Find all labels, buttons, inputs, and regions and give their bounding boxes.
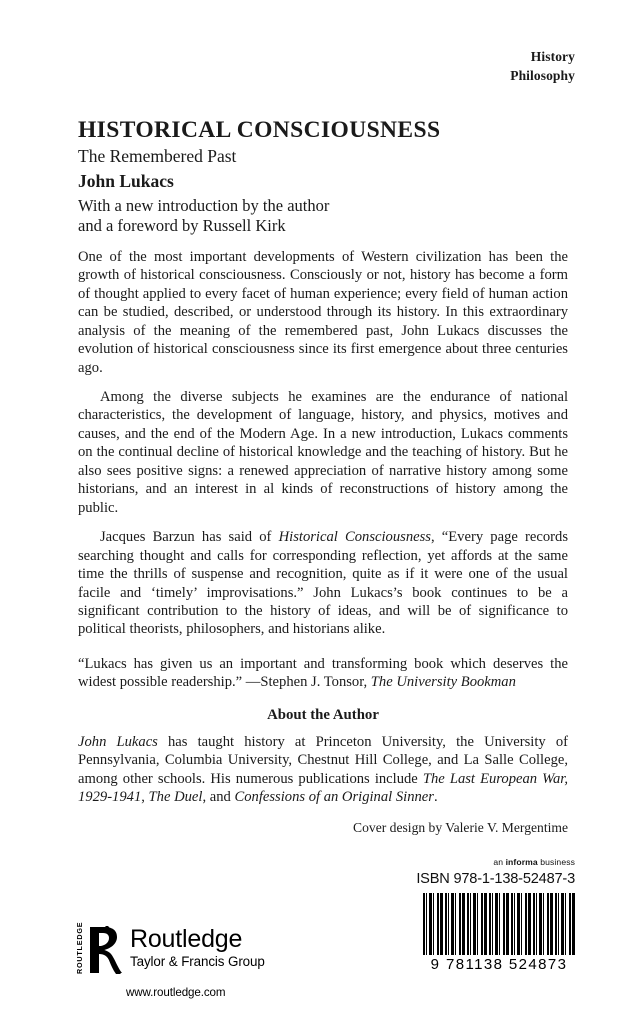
barzun-quote-body: , “Every page records searching thought and calls for corresponding reflection, yet affords at the same time the thrills of suspense and recognition, quite as if it were one of the usual facile and ‘timely’ improvisations.” John Lukacs’s book continues to be a significant contribution to the history of ideas, and will be of significance to political theorists, philosophers, and historians alike.	[78, 529, 569, 638]
barcode-bars	[423, 893, 575, 955]
routledge-bridge-icon	[86, 925, 124, 975]
cover-text-column	[78, 118, 568, 807]
publisher-tagline: Taylor & Francis Group	[130, 953, 265, 969]
barzun-quote-intro: Jacques Barzun has said of	[100, 529, 279, 546]
publisher-name: Routledge	[130, 925, 243, 953]
blurb-paragraph-3	[78, 528, 568, 639]
author-bio-name: John Lukacs	[78, 733, 158, 750]
about-the-author-heading: About the Author	[267, 706, 379, 723]
routledge-vertical-text: ROUTLEDGE	[75, 921, 84, 974]
blurb-paragraph-1: One of the most important developments of Western civilization has been the growth of historical consciousness. Consciously or not, history has become a form of thought applied to every facet of human experience; every field of human action can be studied, described, or understood through its history. In this extraordinary analysis of the meaning of the remembered past, John Lukacs discusses the evolution of historical consciousness since its first emergence about three centuries ago.	[78, 248, 568, 376]
author-bio-text-2: ,	[141, 789, 149, 806]
publisher-logo-row	[74, 921, 304, 975]
subject-line-philosophy: Philosophy	[510, 67, 575, 83]
review-quote-text: “Lukacs has given us an important and transforming book which deserves the widest possible readership.” —Stephen J. Tonsor,	[78, 655, 568, 691]
author-work-3: Confessions of an Original Sinner	[234, 789, 434, 806]
cover-design-credit: Cover design by Valerie V. Mergentime	[353, 820, 568, 835]
informa-prefix: an	[493, 857, 506, 867]
barcode-digits: 9 781138 524873	[430, 956, 568, 973]
introduction-credit: With a new introduction by the author	[78, 195, 330, 215]
informa-suffix: business	[537, 857, 575, 867]
author-work-1: The Last European War, 1929-1941	[78, 770, 568, 806]
isbn-number: ISBN 978-1-138-52487-3	[416, 871, 575, 887]
isbn-barcode	[423, 893, 575, 973]
review-quote	[78, 655, 568, 692]
referenced-book-title: Historical Consciousness	[278, 529, 431, 546]
informa-brand: informa	[505, 857, 538, 867]
author-bio-text-3: , and	[202, 789, 235, 806]
publisher-logo-words	[130, 925, 265, 970]
author-bio	[78, 733, 568, 807]
author-bio-text-4: .	[433, 789, 438, 806]
author-work-2: The Duel	[148, 789, 203, 806]
book-author: John Lukacs	[78, 170, 174, 191]
subject-line-history: History	[530, 49, 575, 64]
review-source: The University Bookman	[370, 674, 516, 691]
book-title: HISTORICAL CONSCIOUSNESS	[78, 117, 441, 143]
blurb-paragraph-2: Among the diverse subjects he examines are the endurance of national characteristics, the development of language, history, and physics, motives and causes, and the end of the Modern Age. In a new introduction, Lukacs comments on the continual decline of historical knowledge and the teaching of history. But he also sees positive signs: a renewed appreciation of narrative history among some historians, and an interest in al kinds of reconstructions of history among the public.	[78, 388, 568, 516]
subject-category-block	[510, 48, 575, 85]
author-bio-text-1: has taught history at Princeton University, the University of Pennsylvania, Columbia University, Chestnut Hill College, and La Salle College, among other schools. His numerous publications include	[78, 733, 568, 787]
informa-tagline	[493, 857, 575, 867]
publisher-logo	[74, 921, 304, 999]
book-subtitle: The Remembered Past	[78, 146, 237, 167]
foreword-credit: and a foreword by Russell Kirk	[78, 216, 286, 236]
publisher-website: www.routledge.com	[126, 986, 226, 999]
